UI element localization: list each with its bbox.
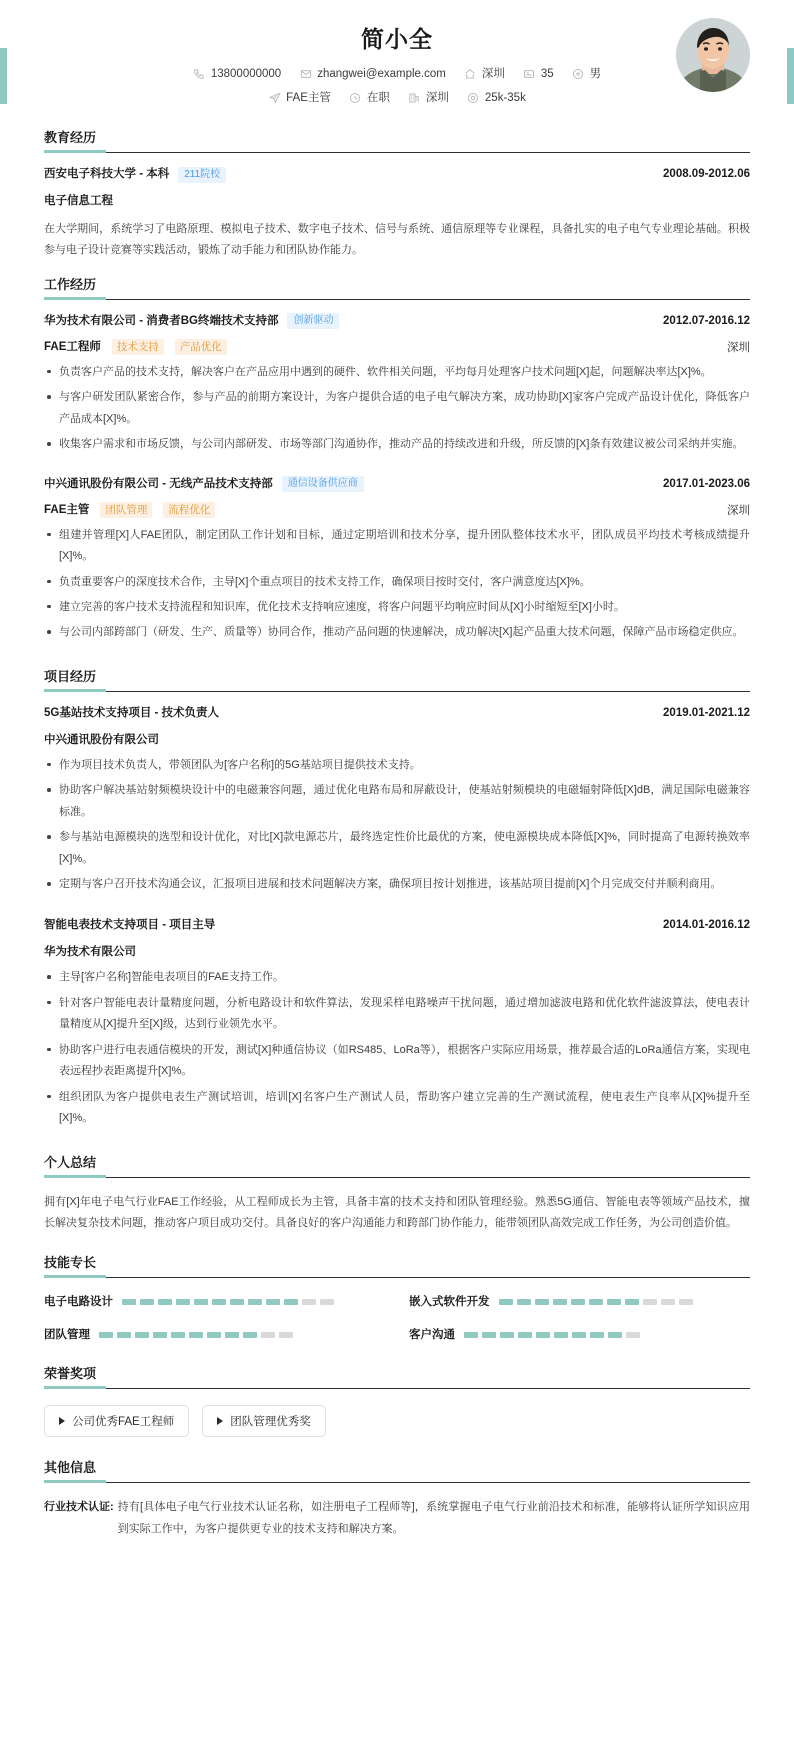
skill-segment	[117, 1332, 131, 1338]
contact-item[interactable]	[193, 67, 281, 81]
contact-value: zhangwei@example.com	[317, 68, 446, 80]
project-name: 智能电表技术支持项目 - 项目主导	[44, 919, 216, 932]
skill-segment	[171, 1332, 185, 1338]
skill-level-bar	[499, 1299, 693, 1305]
bullet-item: 参与基站电源模块的选型和设计优化，对比[X]款电源芯片，最终选定性价比最优的方案，使电源模块成本降低[X]%，同时提高了电源转换效率[X]%。	[44, 827, 750, 870]
skill-row	[44, 1294, 385, 1310]
bullet-item: 针对客户智能电表计量精度问题，分析电路设计和软件算法，发现采样电路噪声干扰问题，通过增加滤波电路和优化软件滤波算法，使电表计量精度从[X]提升至[X]级，达到行业领先水平。	[44, 993, 750, 1036]
project-date: 2014.01-2016.12	[663, 919, 750, 932]
section-header-other	[44, 1459, 750, 1483]
work-role-tag: 团队管理	[100, 502, 152, 518]
bullet-item: 协助客户解决基站射频模块设计中的电磁兼容问题，通过优化电路布局和屏蔽设计，使基站射频模块的电磁辐射降低[X]dB，满足国际电磁兼容标准。	[44, 780, 750, 823]
skill-segment	[679, 1299, 693, 1305]
skill-segment	[589, 1299, 603, 1305]
project-name: 5G基站技术支持项目 - 技术负责人	[44, 706, 220, 719]
skill-label: 电子电路设计	[44, 1296, 113, 1309]
play-triangle-icon	[59, 1417, 65, 1425]
other-info-list	[44, 1497, 750, 1540]
bullet-item: 组织团队为客户提供电表生产测试培训，培训[X]名客户生产测试人员，帮助客户建立完善的生产测试流程，使电表生产良率从[X]%提升至[X]%。	[44, 1087, 750, 1130]
skill-segment	[572, 1332, 586, 1338]
skill-segment	[643, 1299, 657, 1305]
skill-segment	[225, 1332, 239, 1338]
skill-segment	[500, 1332, 514, 1338]
section-other	[44, 1459, 750, 1540]
work-company-tag: 通信设备供应商	[282, 476, 364, 492]
skill-segment	[135, 1332, 149, 1338]
contact-item[interactable]	[523, 67, 554, 81]
project-bullets	[44, 755, 750, 896]
skill-label: 客户沟通	[409, 1329, 455, 1342]
building-icon	[408, 92, 421, 105]
awards-list	[44, 1405, 750, 1437]
work-role-group	[44, 339, 227, 355]
contact-value: 13800000000	[210, 68, 282, 80]
contact-item[interactable]	[467, 91, 526, 105]
skill-segment	[535, 1299, 549, 1305]
section-education	[44, 129, 750, 262]
work-bullets	[44, 362, 750, 456]
email-icon	[299, 68, 312, 81]
work-entry	[44, 313, 750, 456]
work-role-tag: 技术支持	[112, 339, 164, 355]
other-info-text: 持有[具体电子电气行业技术认证名称，如注册电子工程师等]，系统掌握电子电气行业前沿技术和标准，能够将认证所学知识应用到实际工作中，为客户提供更专业的技术支持和解决方案。	[117, 1501, 750, 1535]
skill-level-bar	[464, 1332, 640, 1338]
skill-segment	[284, 1299, 298, 1305]
bullet-item: 定期与客户召开技术沟通会议，汇报项目进展和技术问题解决方案，确保项目按计划推进，该基站项目提前[X]个月完成交付并顺利商用。	[44, 874, 750, 895]
award-label: 团队管理优秀奖	[230, 1416, 311, 1429]
skill-segment	[571, 1299, 585, 1305]
bullet-item: 负责客户产品的技术支持，解决客户在产品应用中遇到的硬件、软件相关问题，平均每月处理客户技术问题[X]起，问题解决率达[X]%。	[44, 362, 750, 383]
work-entry-list	[44, 313, 750, 644]
skill-segment	[230, 1299, 244, 1305]
project-company: 华为技术有限公司	[44, 946, 136, 959]
skill-segment	[590, 1332, 604, 1338]
contact-value: 深圳	[425, 92, 449, 104]
skill-segment	[212, 1299, 226, 1305]
work-entry-head	[44, 476, 750, 493]
skill-segment	[626, 1332, 640, 1338]
contact-value: FAE主管	[286, 92, 331, 104]
education-tag: 211院校	[178, 167, 226, 183]
skill-segment	[261, 1332, 275, 1338]
education-entry-head	[44, 166, 750, 183]
skills-grid	[44, 1294, 750, 1343]
id-card-icon	[523, 68, 536, 81]
skill-segment	[302, 1299, 316, 1305]
work-date: 2012.07-2016.12	[663, 314, 750, 327]
section-summary	[44, 1154, 750, 1235]
section-header-awards	[44, 1365, 750, 1389]
project-bullets	[44, 967, 750, 1129]
skill-segment	[207, 1332, 221, 1338]
project-entry-head	[44, 917, 750, 934]
section-awards	[44, 1365, 750, 1437]
skill-segment	[518, 1332, 532, 1338]
skill-segment	[158, 1299, 172, 1305]
education-entry-left	[44, 166, 226, 183]
section-title-other: 其他信息	[44, 1460, 97, 1476]
bullet-item: 主导[客户名称]智能电表项目的FAE支持工作。	[44, 967, 750, 988]
play-triangle-icon	[217, 1417, 223, 1425]
contact-value: 25k-35k	[484, 92, 526, 104]
skill-segment	[607, 1299, 621, 1305]
skill-segment	[553, 1299, 567, 1305]
section-skills	[44, 1254, 750, 1343]
skill-segment	[625, 1299, 639, 1305]
resume-body	[0, 129, 794, 1540]
section-header-work	[44, 276, 750, 300]
education-entry	[44, 166, 750, 262]
gender-icon	[572, 68, 585, 81]
skill-segment	[194, 1299, 208, 1305]
skill-segment	[608, 1332, 622, 1338]
work-entry-head	[44, 313, 750, 330]
bullet-item: 作为项目技术负责人，带领团队为[客户名称]的5G基站项目提供技术支持。	[44, 755, 750, 776]
skill-label: 团队管理	[44, 1329, 90, 1342]
contact-value: 深圳	[481, 68, 505, 80]
bullet-item: 收集客户需求和市场反馈，与公司内部研发、市场等部门沟通协作，推动产品的持续改进和升级，所反馈的[X]条有效建议被公司采纳并实施。	[44, 434, 750, 455]
work-entry-sub	[44, 502, 750, 518]
contact-row-primary	[44, 67, 750, 81]
skill-label: 嵌入式软件开发	[409, 1296, 490, 1309]
resume-header	[0, 0, 794, 115]
section-title-skills: 技能专长	[44, 1255, 97, 1271]
skill-row	[44, 1327, 385, 1343]
skill-level-bar	[122, 1299, 334, 1305]
bullet-item: 协助客户进行电表通信模块的开发，测试[X]种通信协议（如RS485、LoRa等），根据客户实际应用场景，推荐最合适的LoRa通信方案，实现电表远程抄表距离提升[X]%。	[44, 1040, 750, 1083]
skill-segment	[99, 1332, 113, 1338]
skill-segment	[122, 1299, 136, 1305]
skill-segment	[536, 1332, 550, 1338]
bullet-item: 建立完善的客户技术支持流程和知识库，优化技术支持响应速度，将客户问题平均响应时间从[X]小时缩短至[X]小时。	[44, 597, 750, 618]
skill-segment	[499, 1299, 513, 1305]
section-title-education: 教育经历	[44, 130, 97, 145]
send-icon	[268, 92, 281, 105]
skill-segment	[153, 1332, 167, 1338]
skill-segment	[482, 1332, 496, 1338]
project-date: 2019.01-2021.12	[663, 706, 750, 719]
work-role: FAE工程师	[44, 340, 101, 353]
skill-segment	[176, 1299, 190, 1305]
skill-segment	[248, 1299, 262, 1305]
education-date: 2008.09-2012.06	[663, 168, 750, 180]
bullet-item: 负责重要客户的深度技术合作，主导[X]个重点项目的技术支持工作，确保项目按时交付，客户满意度达[X]%。	[44, 572, 750, 593]
contact-value: 男	[589, 68, 602, 80]
other-info-item	[44, 1497, 750, 1540]
work-role-tag: 产品优化	[175, 339, 227, 355]
award-chip[interactable]	[44, 1405, 189, 1437]
project-entry	[44, 917, 750, 1129]
work-company: 华为技术有限公司 - 消费者BG终端技术支持部	[44, 314, 279, 327]
work-entry-sub	[44, 339, 750, 355]
phone-icon	[193, 68, 206, 81]
section-title-work: 工作经历	[44, 276, 97, 292]
section-header-summary	[44, 1154, 750, 1178]
work-bullets	[44, 525, 750, 644]
work-location: 深圳	[727, 504, 750, 517]
contact-item[interactable]	[408, 91, 449, 105]
contact-value: 在职	[366, 92, 390, 104]
work-entry	[44, 476, 750, 644]
work-entry-left	[44, 476, 364, 493]
contact-item[interactable]	[349, 91, 390, 105]
work-role: FAE主管	[44, 503, 90, 516]
project-entry-left	[44, 917, 215, 934]
contact-value: 35	[540, 68, 554, 80]
section-header-skills	[44, 1254, 750, 1278]
work-location: 深圳	[727, 341, 750, 354]
summary-text: 拥有[X]年电子电气行业FAE工作经验，从工程师成长为主管，具备丰富的技术支持和团队管理经验。熟悉5G通信、智能电表等领域产品技术，擅长解决复杂技术问题，推动客户项目成功交付。具备良好的客户沟通能力和跨部门协作能力，能带领团队高效完成工作任务，为公司创造价值。	[44, 1195, 750, 1229]
contact-item[interactable]	[268, 91, 331, 105]
skill-segment	[464, 1332, 478, 1338]
project-entry	[44, 705, 750, 896]
project-company: 中兴通讯股份有限公司	[44, 733, 159, 746]
award-label: 公司优秀FAE工程师	[72, 1416, 175, 1429]
section-projects	[44, 668, 750, 1130]
skill-segment	[661, 1299, 675, 1305]
skill-segment	[243, 1332, 257, 1338]
contact-row-secondary	[44, 91, 750, 105]
education-description: 在大学期间，系统学习了电路原理、模拟电子技术、数字电子技术、信号与系统、通信原理等专业课程，具备扎实的电子电气专业理论基础。积极参与电子设计竞赛等实践活动，锻炼了动手能力和团队协作能力。	[44, 223, 750, 257]
skill-segment	[320, 1299, 334, 1305]
work-date: 2017.01-2023.06	[663, 477, 750, 490]
skill-segment	[266, 1299, 280, 1305]
contact-item[interactable]	[299, 67, 446, 81]
section-title-awards: 荣誉奖项	[44, 1366, 97, 1382]
other-info-label: 行业技术认证:	[44, 1501, 114, 1514]
avatar	[676, 18, 750, 92]
skill-segment	[279, 1332, 293, 1338]
work-company: 中兴通讯股份有限公司 - 无线产品技术支持部	[44, 477, 273, 490]
status-icon	[349, 92, 362, 105]
work-entry-left	[44, 313, 339, 330]
skill-segment	[554, 1332, 568, 1338]
contact-item[interactable]	[464, 67, 505, 81]
project-entry-list	[44, 705, 750, 1130]
bullet-item: 组建并管理[X]人FAE团队，制定团队工作计划和目标，通过定期培训和技术分享，提升团队整体技术水平，团队成员平均技术考核成绩提升[X]%。	[44, 525, 750, 568]
section-title-summary: 个人总结	[44, 1154, 97, 1170]
education-major: 电子信息工程	[44, 195, 113, 207]
section-header-education	[44, 129, 750, 153]
award-chip[interactable]	[202, 1405, 326, 1437]
work-role-tag: 流程优化	[163, 502, 215, 518]
skill-segment	[140, 1299, 154, 1305]
skill-segment	[189, 1332, 203, 1338]
bullet-item: 与公司内部跨部门（研发、生产、质量等）协同合作，推动产品问题的快速解决，成功解决[X]起产品重大技术问题，保障产品市场稳定供应。	[44, 622, 750, 643]
project-entry-head	[44, 705, 750, 722]
contact-item[interactable]	[572, 67, 602, 81]
project-entry-left	[44, 705, 219, 722]
section-title-projects: 项目经历	[44, 668, 97, 684]
skill-segment	[517, 1299, 531, 1305]
work-company-tag: 创新驱动	[287, 313, 339, 329]
section-work	[44, 276, 750, 644]
salary-icon	[467, 92, 480, 105]
home-icon	[464, 68, 477, 81]
section-header-projects	[44, 668, 750, 692]
education-school: 西安电子科技大学 - 本科	[44, 168, 170, 180]
skill-level-bar	[99, 1332, 293, 1338]
bullet-item: 与客户研发团队紧密合作，参与产品的前期方案设计，为客户提供合适的电子电气解决方案，成功协助[X]家客户完成产品设计优化，降低客户产品成本[X]%。	[44, 387, 750, 430]
work-role-group	[44, 502, 215, 518]
skill-row	[409, 1294, 750, 1310]
skill-row	[409, 1327, 750, 1343]
page-title: 简小全	[361, 26, 433, 52]
